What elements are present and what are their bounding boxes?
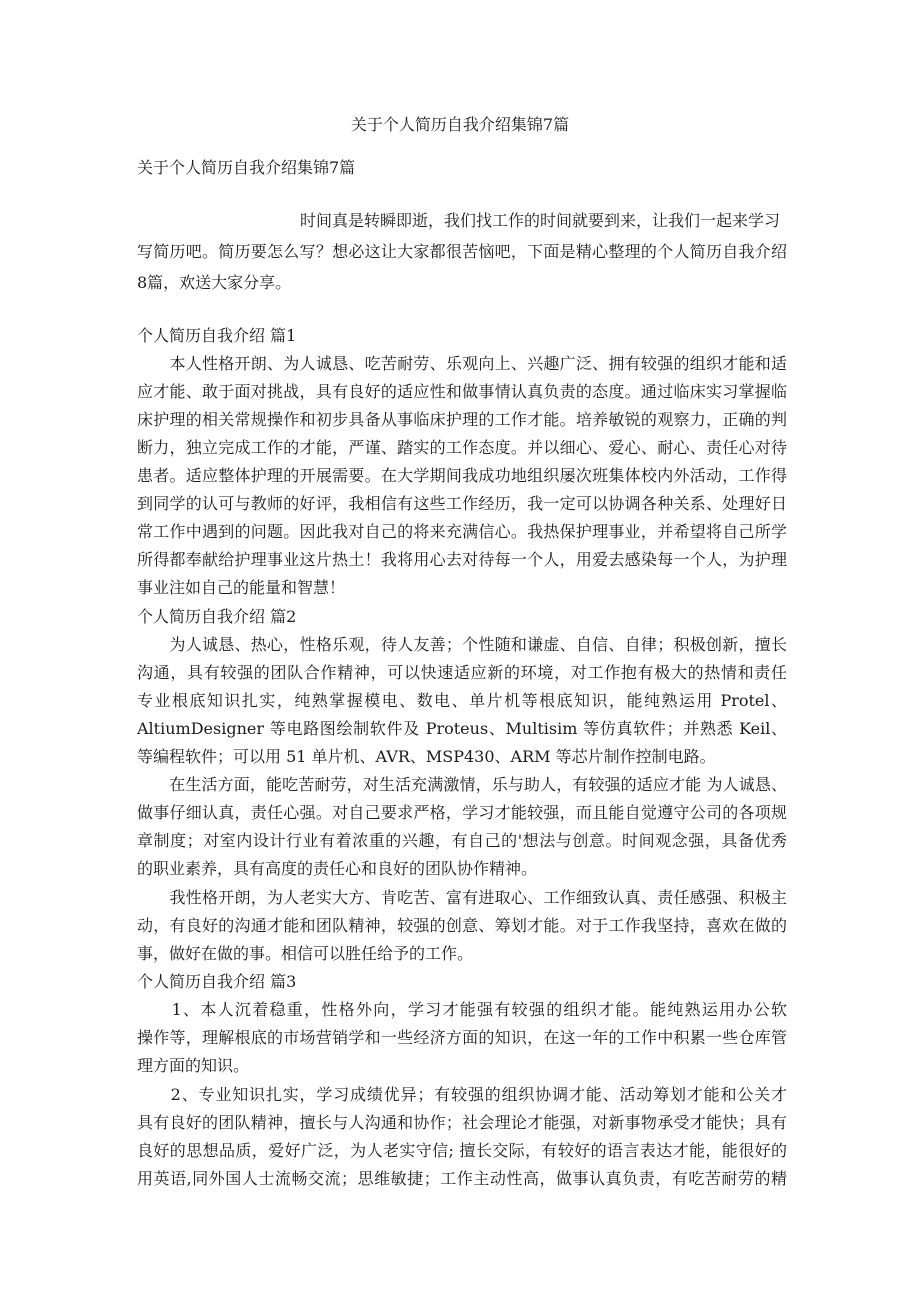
text-line: 事业注如自己的能量和智慧！ bbox=[137, 578, 346, 597]
paragraph bbox=[137, 350, 787, 602]
text-line: 到同学的认可与教师的好评，我相信有这些工作经历，我一定可以协调各种关系、处理好日 bbox=[137, 494, 787, 513]
text-line: 章制度；对室内设计行业有着浓重的兴趣，有自己的'想法与创意。时间观念强，具备优秀 bbox=[137, 831, 787, 850]
text-line: 操作等，理解根底的市场营销学和一些经济方面的知识，在这一年的工作中积累一些仓库管 bbox=[137, 1028, 787, 1047]
text-line: 2、专业知识扎实，学习成绩优异；有较强的组织协调才能、活动筹划才能和公关才 bbox=[170, 1084, 787, 1104]
text-line: 等编程软件；可以用 51 单片机、AVR、MSP430、ARM 等芯片制作控制电路。 bbox=[137, 746, 716, 766]
document-title: 关于个人简历自我介绍集锦7篇 bbox=[350, 115, 570, 134]
text-line: 所得都奉献给护理事业这片热土！我将用心去对待每一个人，用爱去感染每一个人，为护理 bbox=[137, 550, 787, 569]
paragraph bbox=[137, 1081, 787, 1193]
text-line: 良好的思想品质，爱好广泛，为人老实守信; 擅长交际，有较好的语言表达才能，能很好的 bbox=[137, 1140, 787, 1160]
intro-line: 8篇，欢送大家分享。 bbox=[137, 273, 292, 292]
text-line: 理方面的知识。 bbox=[137, 1056, 250, 1075]
intro-line: 写简历吧。简历要怎么写？想必这让大家都很苦恼吧，下面是精心整理的个人简历自我介绍 bbox=[137, 242, 787, 261]
text-line: 做事仔细认真，责任心强。对自己要求严格，学习才能较强，而且能自觉遵守公司的各项规 bbox=[137, 803, 787, 822]
text-line: 沟通，具有较强的团队合作精神，可以快速适应新的环境，对工作抱有极大的热情和责任 bbox=[137, 662, 787, 682]
text-line: 用英语,同外国人士流畅交流；思维敏捷；工作主动性高，做事认真负责，有吃苦耐劳的精 bbox=[137, 1168, 787, 1188]
section-heading: 个人简历自我介绍 篇2 bbox=[137, 606, 297, 626]
section-heading: 个人简历自我介绍 篇3 bbox=[137, 972, 297, 991]
intro-paragraph bbox=[137, 205, 787, 298]
text-line: 本人性格开朗、为人诚恳、吃苦耐劳、乐观向上、兴趣广泛、拥有较强的组织才能和适 bbox=[137, 354, 787, 373]
text-line: 为人诚恳、热心，性格乐观，待人友善；个性随和谦虚、自信、自律；积极创新，擅长 bbox=[137, 634, 787, 654]
text-line: 1、本人沉着稳重，性格外向，学习才能强有较强的组织才能。能纯熟运用办公软 bbox=[171, 1000, 787, 1019]
section-heading: 个人简历自我介绍 篇1 bbox=[137, 326, 297, 345]
text-line: 事，做好在做的事。相信可以胜任给予的工作。 bbox=[137, 943, 474, 963]
text-line: 的职业素养，具有高度的责任心和良好的团队协作精神。 bbox=[137, 859, 538, 878]
text-line: 我性格开朗，为人老实大方、肯吃苦、富有进取心、工作细致认真、责任感强、积极主 bbox=[137, 887, 787, 907]
text-line: 具有良好的团队精神，擅长与人沟通和协作；社会理论才能强，对新事物承受才能快；具有 bbox=[137, 1112, 787, 1132]
intro-line: 时间真是转瞬即逝，我们找工作的时间就要到来，让我们一起来学习 bbox=[300, 211, 781, 230]
text-line: 断力，独立完成工作的才能，严谨、踏实的工作态度。并以细心、爱心、耐心、责任心对待 bbox=[137, 438, 787, 457]
document-body bbox=[137, 322, 787, 1193]
text-line: 专业根底知识扎实，纯熟掌握模电、数电、单片机等根底知识，能纯熟运用 Protel、 bbox=[137, 690, 787, 710]
paragraph bbox=[137, 884, 787, 968]
text-line: 应才能、敢于面对挑战，具有良好的适应性和做事情认真负责的态度。通过临床实习掌握临 bbox=[137, 382, 787, 401]
text-line: 床护理的相关常规操作和初步具备从事临床护理的工作才能。培养敏锐的观察力，正确的判 bbox=[137, 410, 787, 429]
text-line: 动，有良好的沟通才能和团队精神，较强的创意、筹划才能。对于工作我坚持，喜欢在做的 bbox=[137, 915, 787, 935]
paragraph bbox=[137, 771, 787, 883]
text-line: 患者。适应整体护理的开展需要。在大学期间我成功地组织屡次班集体校内外活动，工作得 bbox=[137, 466, 787, 485]
document-subtitle: 关于个人简历自我介绍集锦7篇 bbox=[137, 158, 356, 177]
text-line: 常工作中遇到的问题。因此我对自己的将来充满信心。我热保护理事业，并希望将自己所学 bbox=[137, 522, 787, 541]
section bbox=[137, 968, 787, 1193]
paragraph bbox=[137, 631, 787, 771]
section bbox=[137, 322, 787, 602]
section bbox=[137, 603, 787, 968]
text-line: 在生活方面，能吃苦耐劳，对生活充满激情，乐与助人，有较强的适应才能 为人诚恳、 bbox=[137, 775, 787, 794]
text-line: AltiumDesigner 等电路图绘制软件及 Proteus、Multisim 等仿真软件；并熟悉 Keil、 bbox=[137, 718, 787, 738]
paragraph bbox=[137, 996, 787, 1080]
